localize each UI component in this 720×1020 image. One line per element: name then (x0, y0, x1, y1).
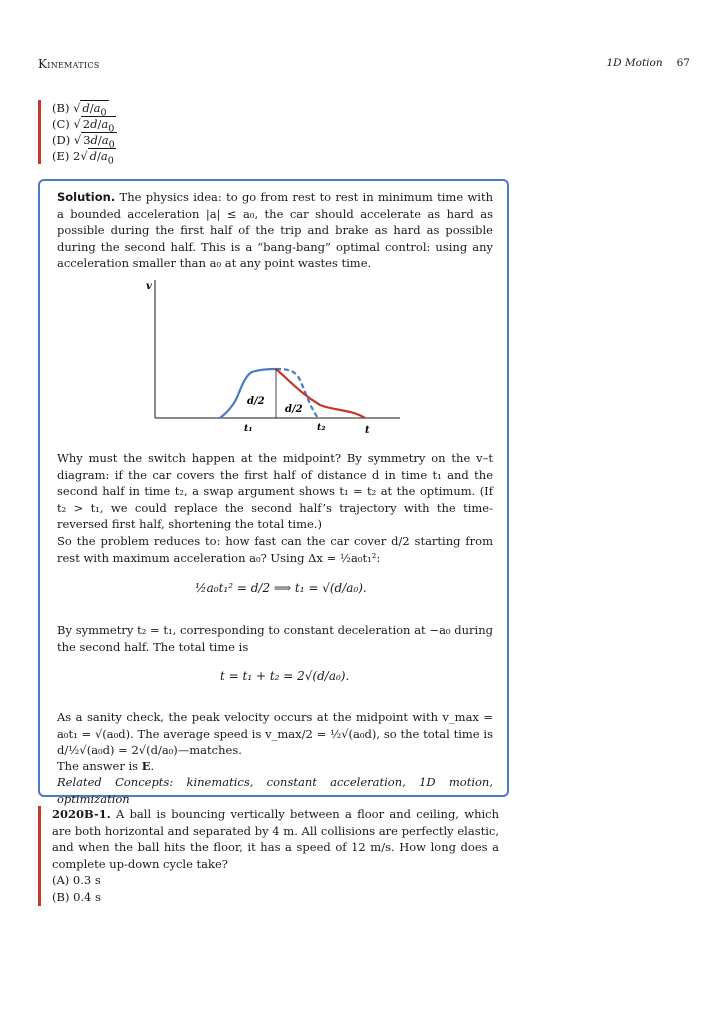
solution-intro: Solution. The physics idea: to go from rest to rest in minimum time with a bounded acceleration |a| ≤ a₀, the car should accelerate as hard as possible during the first half of the trip and brake as hard as possible during the second half. This is a “bang-bang” optimal control: using any acceleration smaller than a₀ at any point wastes time. (57, 190, 493, 271)
equation-t1: ½a₀t₁² = d/2 ⟹ t₁ = √(d/a₀). (195, 581, 367, 595)
region-1-label: d/2 (247, 396, 265, 407)
region-2-label: d/2 (285, 404, 303, 415)
question-option-a: (A) 0.3 s (52, 873, 101, 888)
t-axis-label: t (365, 425, 370, 436)
running-header-section: 1D Motion (606, 57, 663, 69)
question-option-b: (B) 0.4 s (52, 889, 101, 904)
question-id: 2020B-1. (52, 807, 111, 821)
related-concepts: Related Concepts: kinematics, constant acceleration, 1D motion, optimization (57, 775, 493, 806)
equation-total-time: t = t₁ + t₂ = 2√(d/a₀). (220, 669, 350, 683)
v-axis-label: v (146, 281, 152, 292)
paragraph-sanity-check: As a sanity check, the peak velocity occurs at the midpoint with v_max = a₀t₁ = √(a₀d). The average speed is v_max/2 = ½√(a₀d), so the total time is d/½√(a₀d) = 2√(d/a₀)—matches. (57, 710, 493, 758)
running-header-chapter: Kinematics (38, 57, 100, 71)
accel-curve (220, 369, 276, 418)
option-b: (B) √ $d/a_0$ (52, 101, 107, 119)
answer-line: The answer is E. (57, 759, 155, 773)
option-d: (D) √ $3d/a_0$ (52, 133, 115, 151)
answer-options-continued (38, 100, 117, 167)
paragraph-reduction: So the problem reduces to: how fast can the car cover d/2 starting from rest with maximum acceleration a₀? Using Δx = ½a₀t₁²: (57, 534, 493, 565)
paragraph-symmetry: By symmetry t₂ = t₁, corresponding to constant deceleration at −a₀ during the second half. The total time is (57, 623, 493, 654)
t2-label: t₂ (317, 422, 326, 433)
paragraph-switch-midpoint: Why must the switch happen at the midpoint? By symmetry on the v–t diagram: if the car covers the first half of distance d in time t₁ and the second half in time t₂, a swap argument shows t₁ = t₂ at the optimum. (If t₂ > t₁, we could replace the second half’s trajectory with the time-reversed first half, shortening the total time.) (57, 451, 493, 532)
answer-letter: E (141, 759, 151, 773)
question-text: A ball is bouncing vertically between a floor and ceiling, which are both horizontal and separated by 4 m. All collisions are perfectly elastic, and when the ball hits the floor, it has a speed of 12 m/s. How long does a complete up-down cycle take? (52, 807, 500, 871)
option-e: (E) 2√ $d/a_0$ (52, 149, 114, 167)
page-number: 67 (676, 57, 690, 69)
next-question (38, 806, 499, 906)
t1-label: t₁ (244, 423, 253, 434)
running-header-right (606, 57, 690, 69)
velocity-time-graph (140, 275, 410, 440)
solution-label: Solution. (57, 190, 116, 204)
option-c: (C) √ $2d/a_0$ (52, 117, 115, 135)
